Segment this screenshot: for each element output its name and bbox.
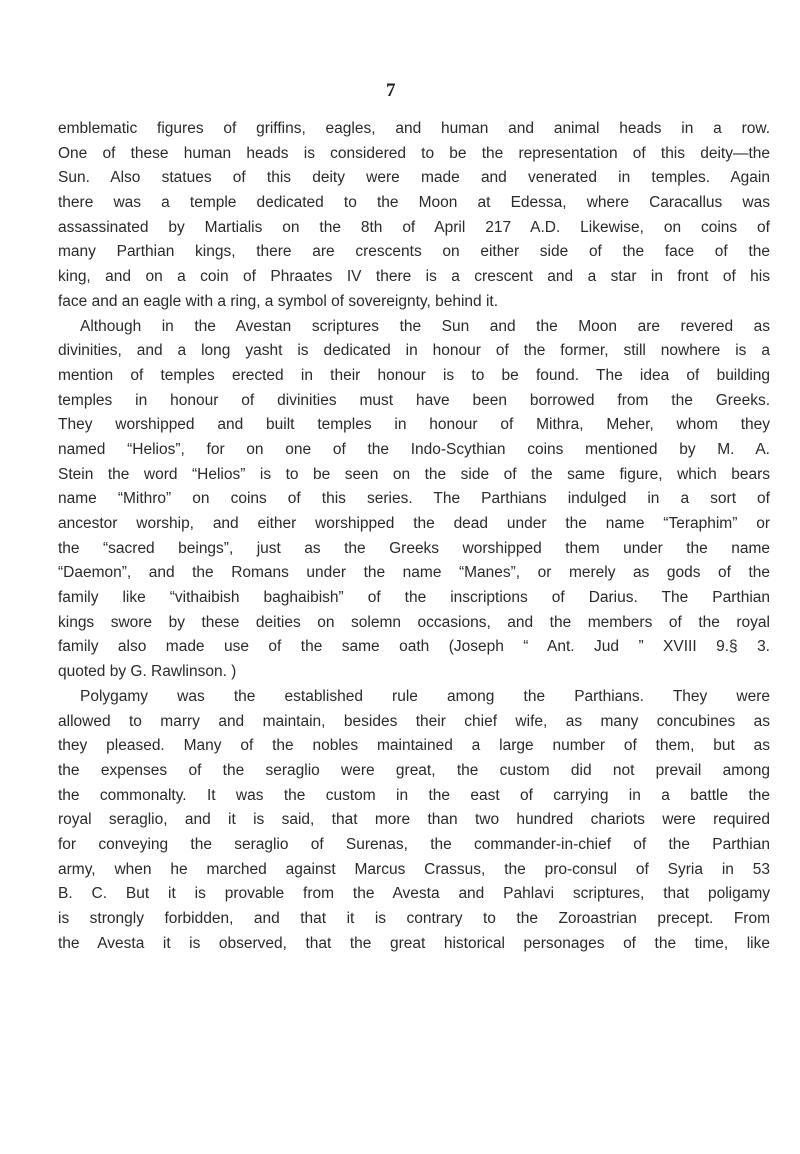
text-line: the expenses of the seraglio were great, the custom did not prevail among [58,761,770,779]
text-line: mention of temples erected in their honour is to be found. The idea of building [58,366,770,384]
text-line: divinities, and a long yasht is dedicated in honour of the former, still nowhere is a [58,342,770,360]
text-line: is strongly forbidden, and that it is contrary to the Zoroastrian precept. From [58,910,770,927]
text-line: they pleased. Many of the nobles maintained a large number of them, but as [58,737,770,755]
text-line: family also made use of the same oath (Joseph “ Ant. Jud ” XVIII 9.§ 3. [58,638,770,656]
text-line: army, when he marched against Marcus Crassus, the pro-consul of Syria in 53 [58,860,770,878]
text-line: family like “vithaibish baghaibish” of the inscriptions of Darius. The Parthian [58,589,770,607]
text-line: face and an eagle with a ring, a symbol of sovereignty, behind it. [58,292,499,310]
body-text [58,117,770,956]
text-line: king, and on a coin of Phraates IV there is a crescent and a star in front of his [58,268,770,286]
text-line: named “Helios”, for on one of the Indo-Scythian coins mentioned by M. A. [58,440,770,458]
text-line: name “Mithro” on coins of this series. The Parthians indulged in a sort of [58,490,770,508]
text-line: They worshipped and built temples in honour of Mithra, Meher, whom they [58,416,770,434]
text-line: Although in the Avestan scriptures the Sun and the Moon are revered as [80,317,770,335]
text-line: emblematic figures of griffins, eagles, and human and animal heads in a row. [58,120,770,137]
text-line: ancestor worship, and either worshipped the dead under the name “Teraphim” or [58,515,770,532]
text-line: kings swore by these deities on solemn occasions, and the members of the royal [58,613,770,631]
text-line: quoted by G. Rawlinson. ) [58,663,237,681]
text-line: the commonalty. It was the custom in the east of carrying in a battle the [58,786,770,804]
text-line: the Avesta it is observed, that the great historical personages of the time, like [58,934,770,952]
text-line: “Daemon”, and the Romans under the name “Manes”, or merely as gods of the [58,564,770,582]
text-line: assassinated by Martialis on the 8th of April 217 A.D. Likewise, on coins of [58,218,770,236]
text-line: B. C. But it is provable from the Avesta and Pahlavi scriptures, that poligamy [58,885,770,903]
text-line: royal seraglio, and it is said, that more than two hundred chariots were required [58,811,770,829]
text-line: there was a temple dedicated to the Moon at Edessa, where Caracallus was [58,194,770,212]
text-line: Polygamy was the established rule among the Parthians. They were [80,687,770,705]
text-line: Sun. Also statues of this deity were made and venerated in temples. Again [58,169,770,187]
text-line: for conveying the seraglio of Surenas, the commander-in-chief of the Parthian [58,835,770,853]
text-line: many Parthian kings, there are crescents on either side of the face of the [58,243,770,261]
text-line: One of these human heads is considered to be the representation of this deity—the [58,144,770,162]
text-line: allowed to marry and maintain, besides their chief wife, as many concubines as [58,712,770,730]
text-line: Stein the word “Helios” is to be seen on the side of the same figure, which bears [58,465,770,483]
text-line: the “sacred beings”, just as the Greeks worshipped them under the name [58,539,770,557]
text-line: temples in honour of divinities must have been borrowed from the Greeks. [58,391,770,409]
page-number: 7 [386,80,396,101]
